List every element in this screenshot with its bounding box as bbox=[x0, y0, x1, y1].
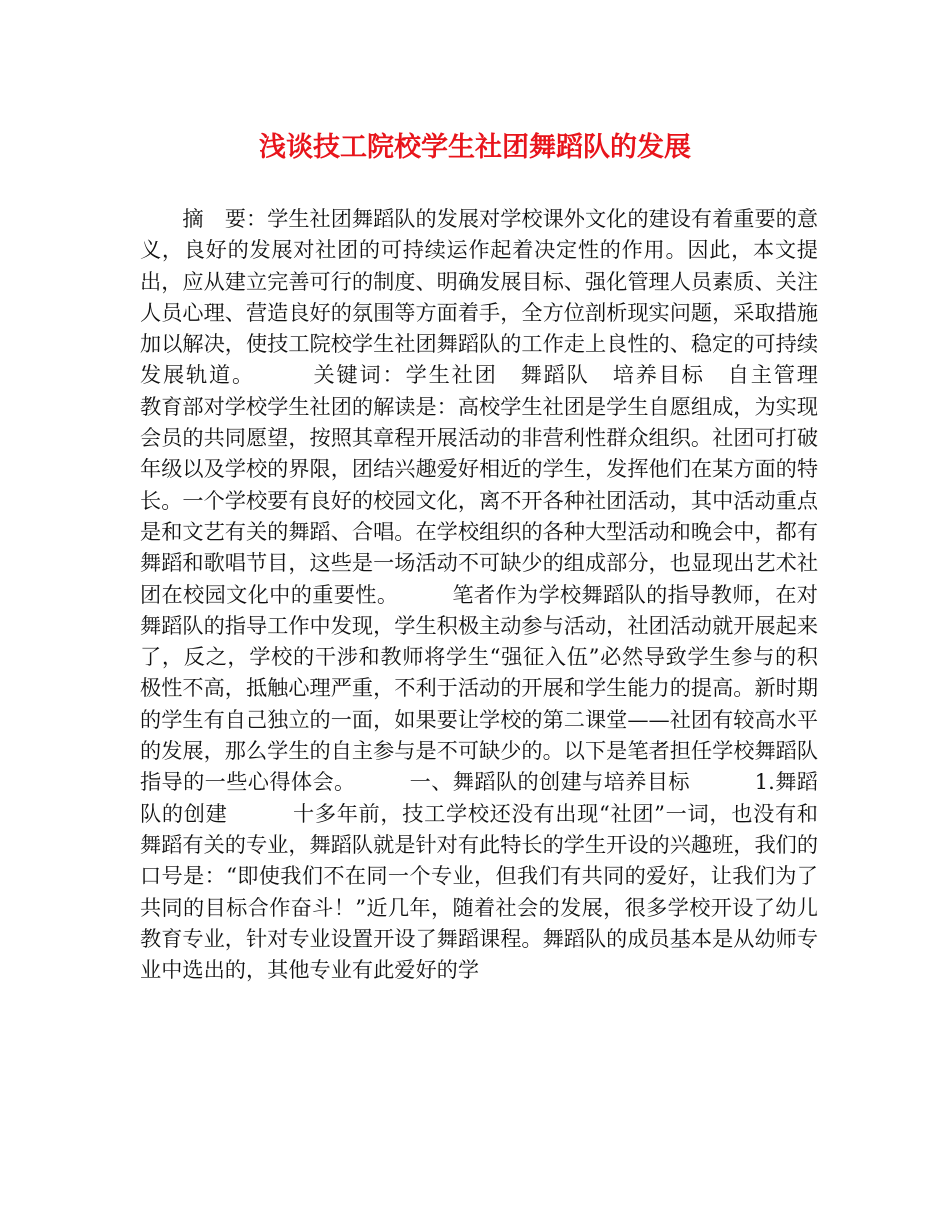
document-body: 摘 要：学生社团舞蹈队的发展对学校课外文化的建设有着重要的意义，良好的发展对社团的可持续运作起着决定性的作用。因此，本文提出，应从建立完善可行的制度、明确发展目标、强化管理人员素质、关注人员心理、营造良好的氛围等方面着手，全方位剖析现实问题，采取措施加以解决，使技工院校学生社团舞蹈队的工作走上良性的、稳定的可持续发展轨道。 关键词：学生社团 舞蹈队 培养目标 自主管理 教育部对学校学生社团的解读是：高校学生社团是学生自愿组成，为实现会员的共同愿望，按照其章程开展活动的非营利性群众组织。社团可打破年级以及学校的界限，团结兴趣爱好相近的学生，发挥他们在某方面的特长。一个学校要有良好的校园文化，离不开各种社团活动，其中活动重点是和文艺有关的舞蹈、合唱。在学校组织的各种大型活动和晚会中，都有舞蹈和歌唱节目，这些是一场活动不可缺少的组成部分，也显现出艺术社团在校园文化中的重要性。 笔者作为学校舞蹈队的指导教师，在对舞蹈队的指导工作中发现，学生积极主动参与活动，社团活动就开展起来了，反之，学校的干涉和教师将学生“强征入伍”必然导致学生参与的积极性不高，抵触心理严重，不利于活动的开展和学生能力的提高。新时期的学生有自己独立的一面，如果要让学校的第二课堂——社团有较高水平的发展，那么学生的自主参与是不可缺少的。以下是笔者担任学校舞蹈队指导的一些心得体会。 一、舞蹈队的创建与培养目标 1.舞蹈队的创建 十多年前，技工学校还没有出现“社团”一词，也没有和舞蹈有关的专业，舞蹈队就是针对有此特长的学生开设的兴趣班，我们的口号是：“即使我们不在同一个专业，但我们有共同的爱好，让我们为了共同的目标合作奋斗！”近几年，随着社会的发展，很多学校开设了幼儿教育专业，针对专业设置开设了舞蹈课程。舞蹈队的成员基本是从幼师专业中选出的，其他专业有此爱好的学 bbox=[140, 206, 882, 983]
document-title: 浅谈技工院校学生社团舞蹈队的发展 bbox=[259, 132, 691, 163]
